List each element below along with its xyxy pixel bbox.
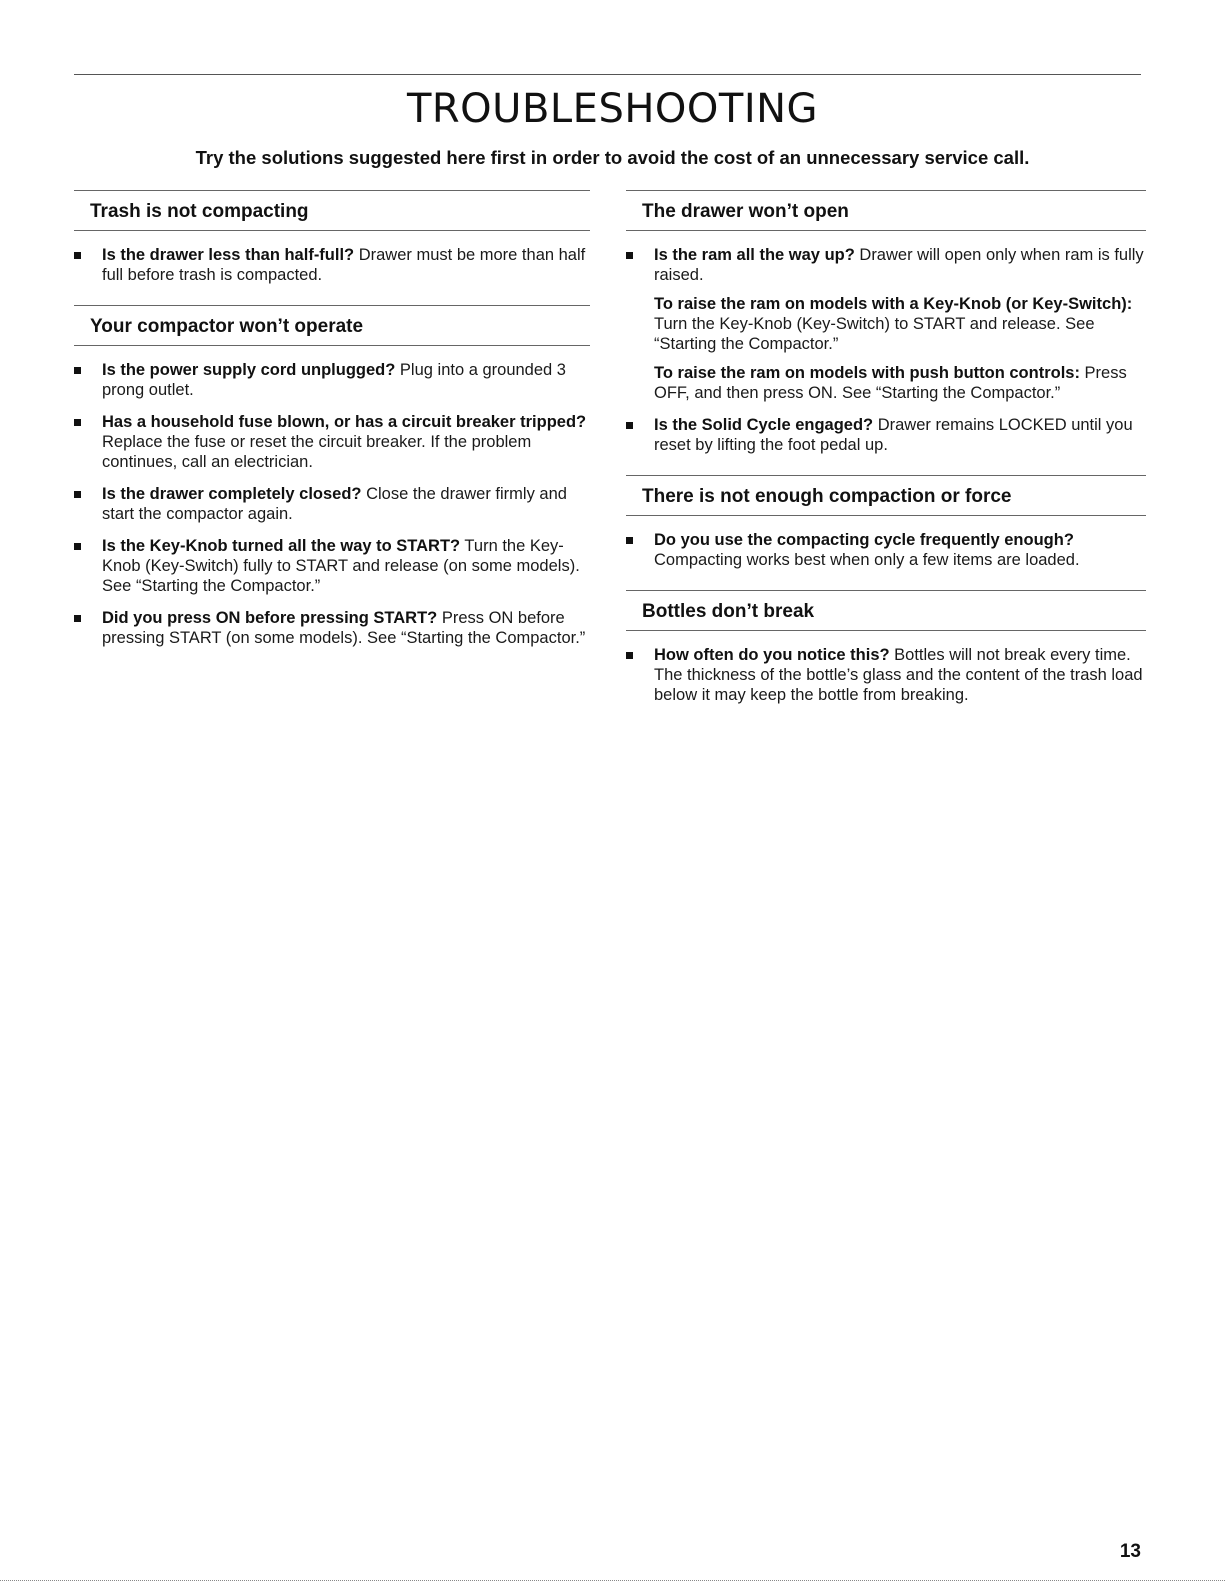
question: Has a household fuse blown, or has a circuit breaker tripped? <box>102 413 587 431</box>
bullet-icon <box>626 422 633 429</box>
list-item <box>626 645 1146 705</box>
bullet-icon <box>74 419 81 426</box>
question: Do you use the compacting cycle frequently enough? <box>654 531 1074 549</box>
bullet-icon <box>74 367 81 374</box>
sub-question: To raise the ram on models with a Key-Knob (or Key-Switch): <box>654 295 1133 313</box>
section-heading: There is not enough compaction or force <box>626 475 1146 516</box>
bullet-icon <box>74 615 81 622</box>
item-list <box>626 530 1146 570</box>
section-drawer-wont-open <box>626 190 1146 455</box>
bullet-icon <box>626 537 633 544</box>
question: Is the power supply cord unplugged? <box>102 361 396 379</box>
answer: Press ON before pressing START (on some models). See “Starting the Compactor.” <box>102 609 586 647</box>
answer: Plug into a grounded 3 prong outlet. <box>102 361 566 399</box>
section-heading: Bottles don’t break <box>626 590 1146 631</box>
answer: Close the drawer firmly and start the compactor again. <box>102 485 567 523</box>
sub-answer: Turn the Key-Knob (Key-Switch) to START and release. See “Starting the Compactor.” <box>654 315 1095 353</box>
question: Is the drawer completely closed? <box>102 485 362 503</box>
question: Is the Key-Knob turned all the way to START? <box>102 537 461 555</box>
bullet-icon <box>74 491 81 498</box>
list-item <box>74 536 590 596</box>
top-rule <box>74 74 1141 75</box>
list-item <box>74 412 590 472</box>
item-list <box>626 645 1146 705</box>
answer: Compacting works best when only a few items are loaded. <box>654 551 1080 569</box>
list-item <box>626 415 1146 455</box>
answer: Turn the Key-Knob (Key-Switch) fully to START and release (on some models). See “Starting the Compactor.” <box>102 537 580 595</box>
bullet-icon <box>626 252 633 259</box>
item-list <box>74 245 590 285</box>
list-item <box>626 530 1146 570</box>
question: Is the drawer less than half-full? <box>102 246 355 264</box>
section-heading: Trash is not compacting <box>74 190 590 231</box>
page-title: TROUBLESHOOTING <box>406 86 819 132</box>
question: How often do you notice this? <box>654 646 890 664</box>
left-column <box>74 190 590 660</box>
item-list <box>626 245 1146 455</box>
sub-question: To raise the ram on models with push button controls: <box>654 364 1080 382</box>
list-item <box>74 608 590 648</box>
sub-instruction-key-knob <box>654 294 1146 354</box>
bullet-icon <box>74 252 81 259</box>
bullet-icon <box>74 543 81 550</box>
question: Did you press ON before pressing START? <box>102 609 438 627</box>
page-number: 13 <box>1119 1541 1141 1562</box>
list-item <box>626 245 1146 403</box>
question: Is the Solid Cycle engaged? <box>654 416 874 434</box>
list-item <box>74 245 590 285</box>
section-heading: Your compactor won’t operate <box>74 305 590 346</box>
section-compactor-wont-operate <box>74 305 590 648</box>
answer: Replace the fuse or reset the circuit breaker. If the problem continues, call an electrician. <box>102 433 532 471</box>
answer: Bottles will not break every time. The thickness of the bottle’s glass and the content of the trash load below it may keep the bottle from breaking. <box>654 646 1143 704</box>
question: Is the ram all the way up? <box>654 246 855 264</box>
answer: Drawer will open only when ram is fully raised. <box>654 246 1144 284</box>
bottom-rule <box>0 1580 1225 1581</box>
item-list <box>74 360 590 648</box>
sub-instruction-push-button <box>654 363 1146 403</box>
right-column <box>626 190 1146 717</box>
page-subtitle: Try the solutions suggested here first in order to avoid the cost of an unnecessary service call. <box>195 147 1030 168</box>
sub-answer: Press OFF, and then press ON. See “Starting the Compactor.” <box>654 364 1127 402</box>
answer: Drawer remains LOCKED until you reset by lifting the foot pedal up. <box>654 416 1133 454</box>
list-item <box>74 360 590 400</box>
section-bottles-dont-break <box>626 590 1146 705</box>
answer: Drawer must be more than half full before trash is compacted. <box>102 246 586 284</box>
section-heading: The drawer won’t open <box>626 190 1146 231</box>
section-trash-not-compacting <box>74 190 590 285</box>
section-not-enough-compaction <box>626 475 1146 570</box>
bullet-icon <box>626 652 633 659</box>
list-item <box>74 484 590 524</box>
